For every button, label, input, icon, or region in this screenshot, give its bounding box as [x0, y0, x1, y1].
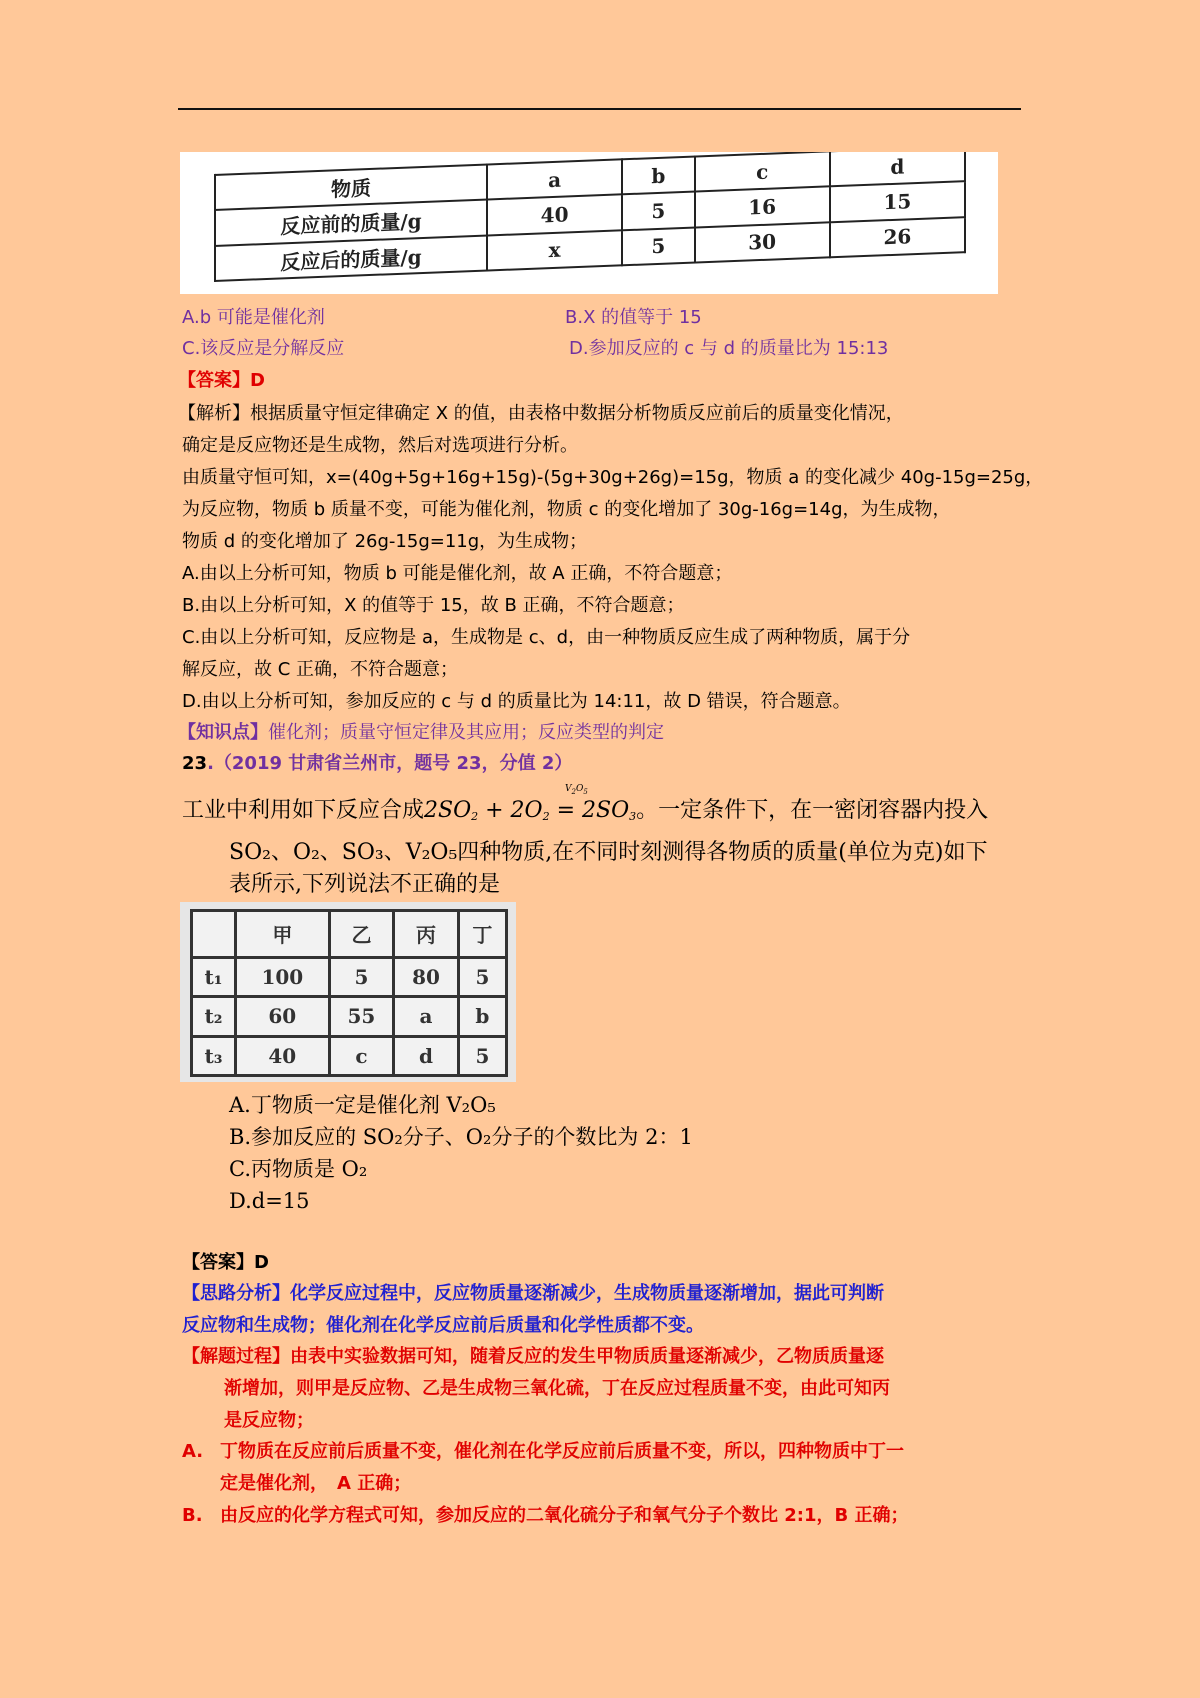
table-cell: 物质: [215, 165, 487, 211]
process-a-line-2: 定是催化剂， A 正确；: [220, 1473, 412, 1494]
option-b: B.参加反应的 SO₂分子、O₂分子的个数比为 2：1: [229, 1125, 693, 1149]
table-cell: x: [487, 230, 622, 271]
process-b-line-1: 由反应的化学方程式可知，参加反应的二氧化硫分子和氧气分子个数比 2:1，B 正确；: [220, 1505, 909, 1526]
stem-prefix: 工业中利用如下反应合成: [182, 798, 425, 823]
table-cell: 80: [394, 957, 459, 996]
table-cell: 16: [695, 187, 830, 228]
answer-value: D: [254, 1252, 269, 1273]
calc-line-1: 由质量守恒可知，x=(40g+5g+16g+15g)-(5g+30g+26g)=15g，物质 a 的变化减少 40g-15g=25g，: [182, 467, 1044, 488]
answer-line: [178, 365, 265, 397]
option-d: D.d=15: [229, 1189, 310, 1213]
option-b: B.X 的值等于 15: [565, 307, 702, 328]
analysis-line-1: [178, 398, 904, 430]
question-source: .（2019 甘肃省兰州市，题号 23，分值 2）: [207, 753, 573, 774]
table-cell: a: [487, 159, 622, 200]
process-b-label: B.: [182, 1505, 203, 1526]
table-cell: 40: [235, 1036, 329, 1075]
calc-line-3: 物质 d 的变化增加了 26g-15g=11g，为生成物；: [182, 531, 588, 552]
table-cell: 丙: [394, 911, 459, 958]
table-cell: d: [394, 1036, 459, 1075]
table-cell: 丁: [458, 911, 506, 958]
explain-c-2: 解反应，故 C 正确，不符合题意；: [182, 659, 459, 680]
analysis-label: 【解析】: [178, 403, 250, 424]
scanned-table-image-2: [180, 902, 516, 1082]
table-cell: b: [622, 157, 694, 195]
knowledge-line: [178, 717, 664, 749]
table-cell: c: [695, 152, 830, 192]
table-cell: 5: [458, 1036, 506, 1075]
option-a: A.丁物质一定是催化剂 V₂O₅: [229, 1093, 496, 1117]
explain-d: D.由以上分析可知，参加反应的 c 与 d 的质量比为 14:11，故 D 错误，符合题意。: [182, 691, 851, 712]
table-cell: 反应后的质量/g: [215, 235, 487, 281]
question-number: 23: [182, 753, 208, 774]
chemical-equation: $2SO_2 + 2O_2 = 2SO_3$: [424, 798, 637, 823]
question-23-heading: [182, 748, 572, 780]
analysis-text: 根据质量守恒定律确定 X 的值，由表格中数据分析物质反应前后的质量变化情况，: [250, 403, 904, 424]
answer-label: 【答案】: [178, 370, 250, 391]
table-cell: 30: [695, 222, 830, 263]
table-cell: a: [394, 997, 459, 1036]
stem-line-2: SO₂、O₂、SO₃、V₂O₅四种物质,在不同时刻测得各物质的质量(单位为克)如下: [229, 840, 988, 865]
table-cell: 40: [487, 195, 622, 236]
table-row: [192, 911, 507, 958]
explain-c-1: C.由以上分析可知，反应物是 a，生成物是 c、d，由一种物质反应生成了两种物质，属于分: [182, 627, 911, 648]
scanned-table-image-1: [180, 152, 998, 294]
table-cell: 乙: [329, 911, 394, 958]
thinking-line-1: 【思路分析】化学反应过程中，反应物质量逐渐减少，生成物质量逐渐增加，据此可判断: [182, 1283, 884, 1304]
table-cell: 60: [235, 997, 329, 1036]
table-cell: 5: [622, 227, 694, 265]
process-line-1: 【解题过程】由表中实验数据可知，随着反应的发生甲物质质量逐渐减少，乙物质质量逐: [182, 1346, 884, 1367]
calc-line-2: 为反应物，物质 b 质量不变，可能为催化剂，物质 c 的变化增加了 30g-16g=14g，为生成物，: [182, 499, 951, 520]
table-cell: 反应前的质量/g: [215, 200, 487, 246]
table-cell: 5: [622, 192, 694, 230]
table-cell: d: [830, 152, 965, 187]
table-cell: 26: [830, 217, 965, 258]
option-d: D.参加反应的 c 与 d 的质量比为 15:13: [569, 338, 889, 359]
table-row: [192, 1036, 507, 1075]
knowledge-label: 【知识点】: [178, 722, 268, 743]
answer-value: D: [250, 370, 265, 391]
knowledge-text: 催化剂；质量守恒定律及其应用；反应类型的判定: [268, 722, 664, 743]
stem-line-3: 表所示,下列说法不正确的是: [229, 872, 500, 897]
table-cell: t₂: [192, 997, 236, 1036]
option-c: C.该反应是分解反应: [182, 338, 345, 359]
process-line-2: 渐增加，则甲是反应物、乙是生成物三氧化硫，丁在反应过程质量不变，由此可知丙: [224, 1378, 890, 1399]
header-rule: [178, 108, 1021, 110]
table-cell: t₃: [192, 1036, 236, 1075]
table-cell: 100: [235, 957, 329, 996]
answer-label: 【答案】: [182, 1252, 254, 1273]
answer-line-23: [182, 1247, 269, 1279]
analysis-line-2: 确定是反应物还是生成物，然后对选项进行分析。: [182, 435, 578, 456]
table-cell: 15: [830, 181, 965, 222]
table-cell: t₁: [192, 957, 236, 996]
mass-table-2: [190, 909, 508, 1077]
table-cell: 5: [329, 957, 394, 996]
option-a: A.b 可能是催化剂: [182, 307, 325, 328]
table-cell: c: [329, 1036, 394, 1075]
table-cell: [192, 911, 236, 958]
table-cell: 甲: [235, 911, 329, 958]
table-row: [192, 997, 507, 1036]
process-a-line-1: 丁物质在反应前后质量不变，催化剂在化学反应前后质量不变，所以，四种物质中丁一: [220, 1441, 904, 1462]
process-line-3: 是反应物；: [224, 1410, 314, 1431]
mass-table-1: [214, 152, 966, 282]
catalyst-label: $V_2O_5$: [565, 784, 588, 796]
process-a-label: A.: [182, 1441, 204, 1462]
explain-b: B.由以上分析可知，X 的值等于 15，故 B 正确，不符合题意；: [182, 595, 685, 616]
thinking-line-2: 反应物和生成物；催化剂在化学反应前后质量和化学性质都不变。: [182, 1315, 704, 1336]
stem-suffix: 。一定条件下，在一密闭容器内投入: [636, 798, 989, 823]
table-row: [192, 957, 507, 996]
table-cell: b: [458, 997, 506, 1036]
stem-line-1: [182, 794, 988, 834]
option-c: C.丙物质是 O₂: [229, 1157, 368, 1181]
explain-a: A.由以上分析可知，物质 b 可能是催化剂，故 A 正确，不符合题意；: [182, 563, 733, 584]
table-cell: 55: [329, 997, 394, 1036]
table-cell: 5: [458, 957, 506, 996]
